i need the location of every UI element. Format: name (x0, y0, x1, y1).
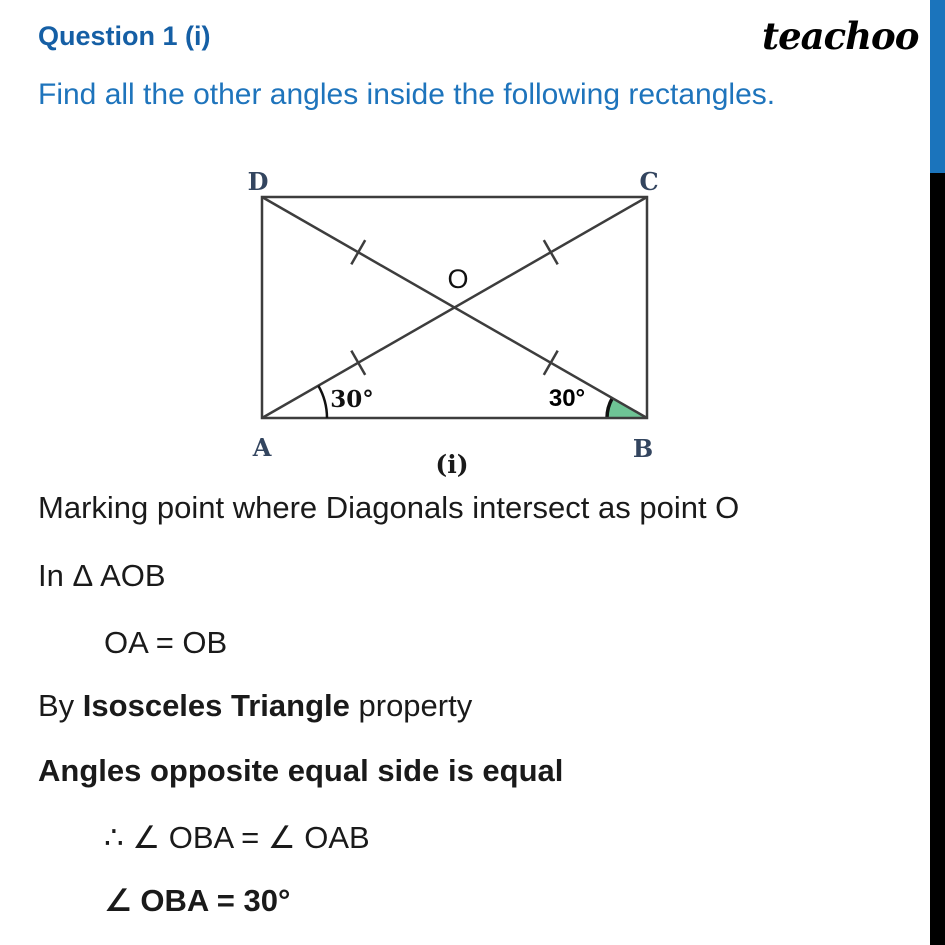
solution-line-angles-rule: Angles opposite equal side is equal (38, 753, 564, 788)
edge-bar-blue-segment (930, 0, 945, 173)
center-label-o: O (447, 264, 469, 294)
solution-line-marking: Marking point where Diagonals intersect as point O (38, 490, 740, 525)
teachoo-logo: teachoo (762, 14, 919, 58)
tick-mark-oc (544, 240, 558, 264)
rectangle-abcd-figure (230, 160, 700, 490)
tick-mark-ob (544, 351, 558, 375)
tick-mark-do (351, 240, 365, 264)
by-prefix-text: By (38, 688, 83, 723)
corner-label-d: D (247, 167, 269, 196)
tick-mark-ao (351, 351, 365, 375)
angle-label-a-30: 30° (330, 386, 374, 413)
solution-line-oa-ob: OA = OB (104, 625, 228, 660)
by-suffix-text: property (349, 688, 473, 723)
corner-label-b: B (632, 434, 654, 463)
rectangle-diagram (230, 160, 700, 490)
solution-line-therefore: ∴ ∠ OBA = ∠ OAB (104, 820, 370, 855)
solution-line-isosceles-property (38, 688, 472, 724)
solution-line-result: ∠ OBA = 30° (104, 883, 291, 918)
question-prompt: Find all the other angles inside the following rectangles. (38, 78, 776, 111)
corner-label-c: C (639, 167, 659, 196)
page-edge-bar (930, 0, 945, 945)
isosceles-triangle-bold-text: Isosceles Triangle (82, 688, 350, 723)
corner-label-a: A (252, 433, 272, 462)
question-title: Question 1 (i) (38, 21, 211, 51)
figure-caption: (i) (435, 450, 469, 479)
angle-label-b-30: 30° (548, 385, 586, 412)
edge-bar-black-segment (930, 173, 945, 945)
solution-line-in-triangle: In Δ AOB (38, 558, 166, 593)
angle-a-arc (318, 386, 327, 418)
